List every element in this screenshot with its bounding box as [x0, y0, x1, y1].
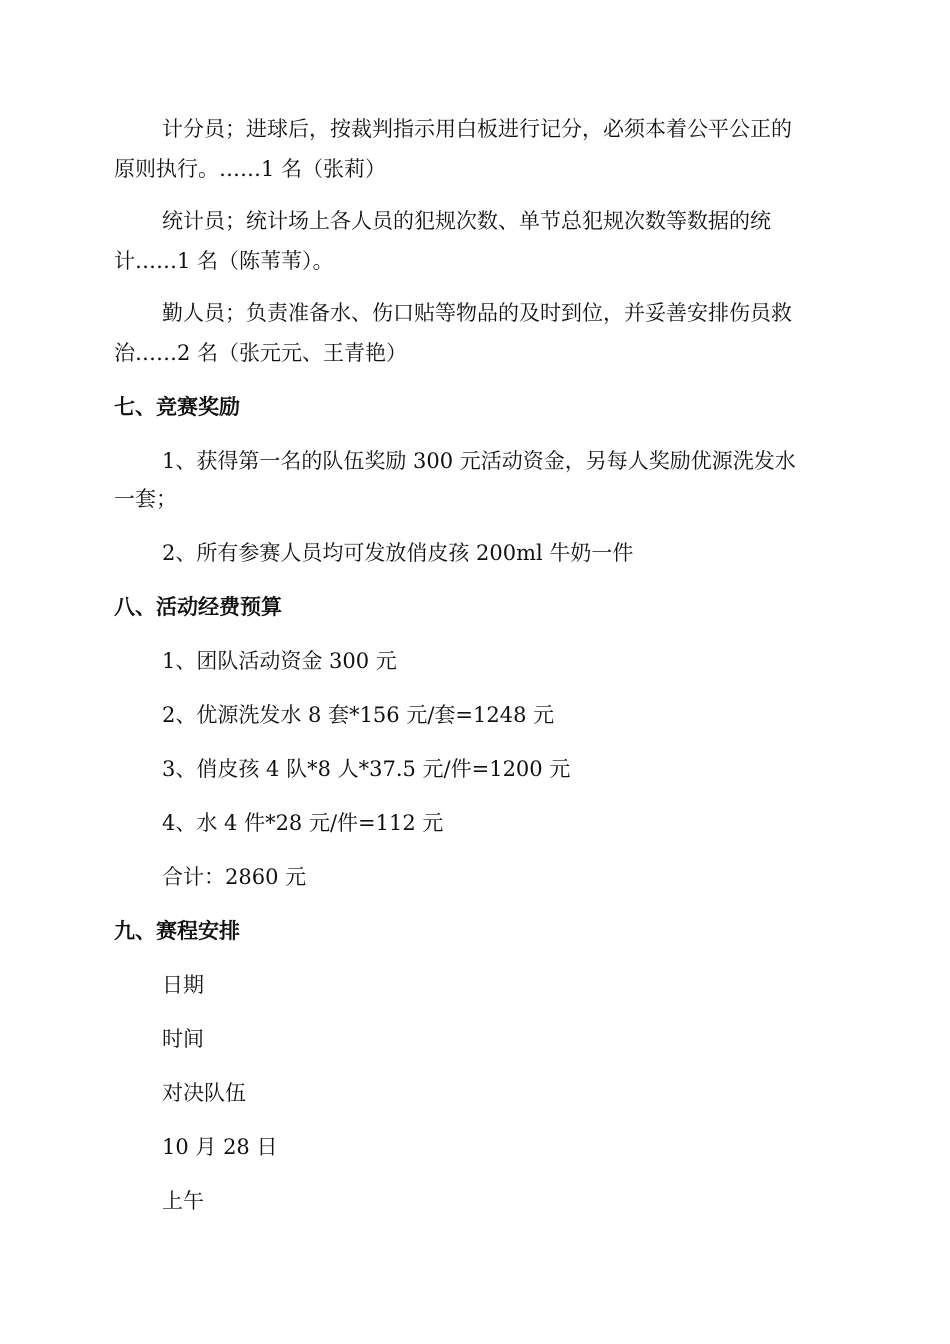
- budget-item-4: 4、水 4 件*28 元/件=112 元: [162, 811, 444, 835]
- section-9-heading: 九、赛程安排: [114, 919, 240, 943]
- schedule-row-time: 时间: [162, 1027, 204, 1051]
- schedule-row-teams: 对决队伍: [162, 1081, 246, 1105]
- logistics-line-1: 勤人员；负责准备水、伤口贴等物品的及时到位，并妥善安排伤员救: [162, 301, 792, 325]
- statistician-line-1: 统计员；统计场上各人员的犯规次数、单节总犯规次数等数据的统: [162, 209, 771, 233]
- schedule-row-date: 日期: [162, 973, 204, 997]
- budget-item-3: 3、俏皮孩 4 队*8 人*37.5 元/件=1200 元: [162, 757, 571, 781]
- award-item-1-line-1: 1、获得第一名的队伍奖励 300 元活动资金，另每人奖励优源洗发水: [162, 449, 796, 473]
- budget-total: 合计：2860 元: [162, 865, 307, 889]
- logistics-line-2: 治……2 名（张元元、王青艳）: [114, 341, 408, 365]
- scorer-line-1: 计分员；进球后，按裁判指示用白板进行记分，必须本着公平公正的: [162, 117, 792, 141]
- scorer-line-2: 原则执行。……1 名（张莉）: [114, 157, 387, 181]
- budget-item-2: 2、优源洗发水 8 套*156 元/套=1248 元: [162, 703, 555, 727]
- statistician-line-2: 计……1 名（陈苇苇）。: [114, 249, 334, 273]
- schedule-row-morning: 上午: [162, 1189, 204, 1213]
- budget-item-1: 1、团队活动资金 300 元: [162, 649, 397, 673]
- section-8-heading: 八、活动经费预算: [114, 595, 282, 619]
- schedule-row-day: 10 月 28 日: [162, 1135, 278, 1159]
- award-item-2: 2、所有参赛人员均可发放俏皮孩 200ml 牛奶一件: [162, 541, 634, 565]
- section-7-heading: 七、竞赛奖励: [114, 395, 240, 419]
- award-item-1-line-2: 一套；: [114, 487, 177, 511]
